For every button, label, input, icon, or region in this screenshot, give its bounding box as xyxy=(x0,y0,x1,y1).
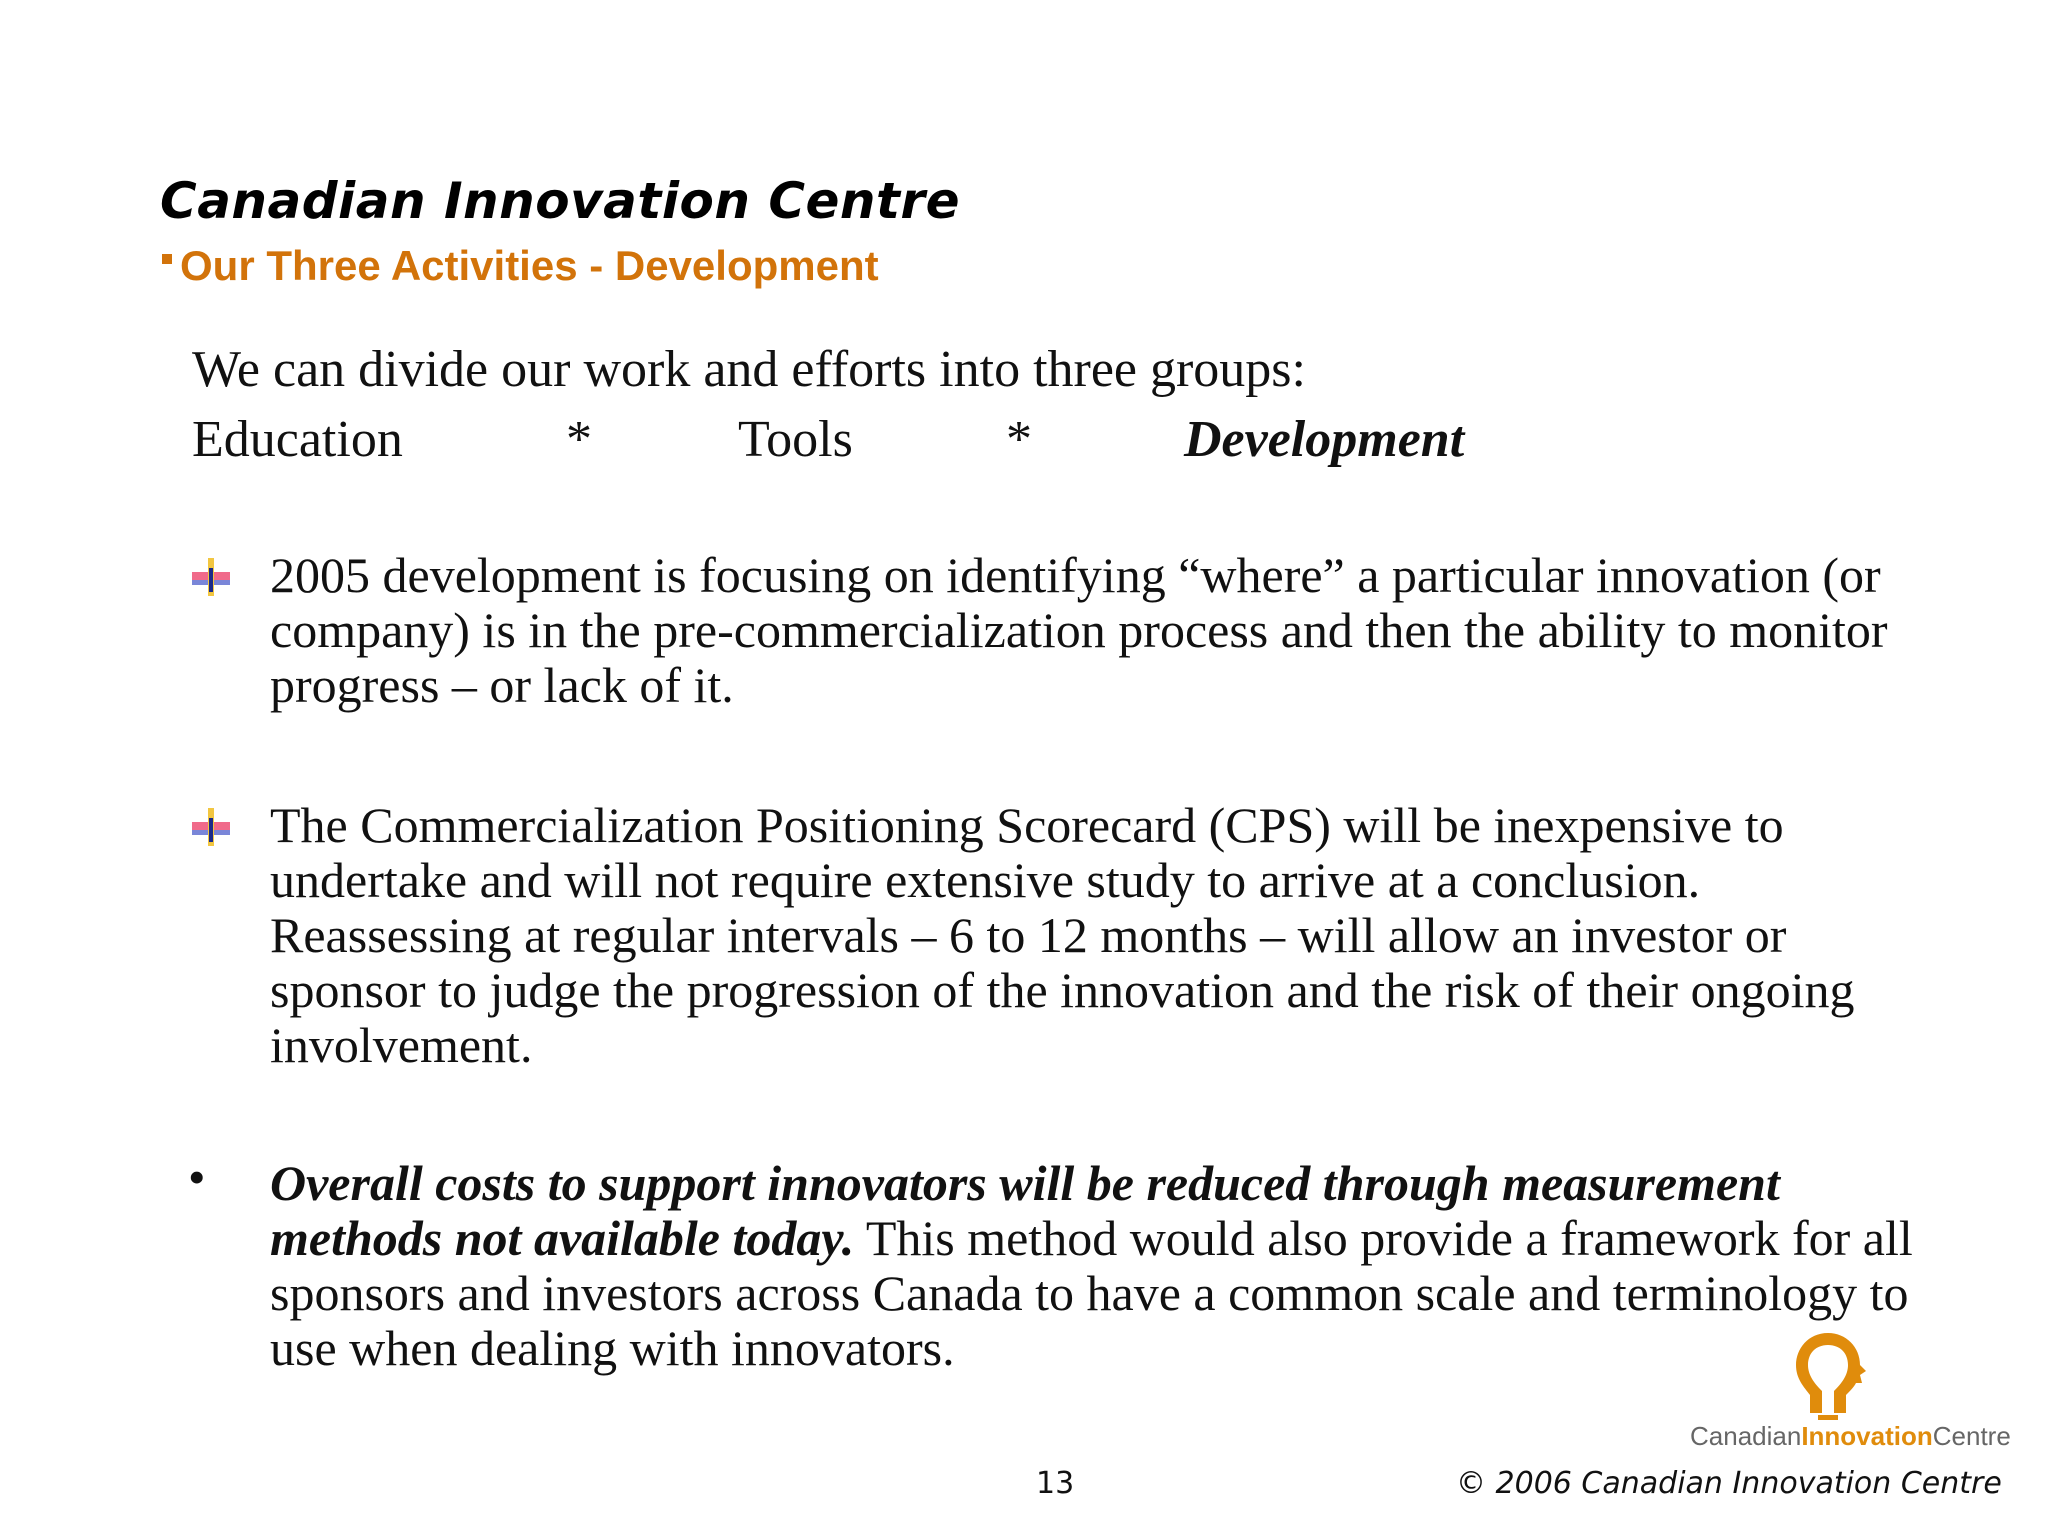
logo xyxy=(1690,1325,2011,1455)
group-tools: Tools xyxy=(738,411,853,468)
group-development: Development xyxy=(1184,411,1465,468)
slide-subtitle xyxy=(162,242,879,290)
group-separator: * xyxy=(566,411,592,468)
cross-bullet-icon xyxy=(190,806,232,848)
bullet-item: 2005 development is focusing on identifying “where” a particular innovation (or company) is in the pre-commercialization process and then the ability to monitor progress – or lack of it. xyxy=(270,547,1888,713)
group-separator: * xyxy=(1006,411,1032,468)
square-bullet-icon xyxy=(162,254,172,264)
bullet-item: The Commercialization Positioning Scorecard (CPS) will be inexpensive to undertake and will not require extensive study to arrive at a conclusion. Reassessing at regular intervals – 6 to 12 months – will allow an investor or sponsor to judge the progression of the innovation and the risk of their ongoing involvement. xyxy=(270,797,1855,1073)
bullet-emphasis: Overall costs to support innovators will be reduced through measurement methods not available today. xyxy=(270,1155,1780,1266)
slide-title: Canadian Innovation Centre xyxy=(160,172,960,230)
group-education: Education xyxy=(192,411,403,468)
copyright: © 2006 Canadian Innovation Centre xyxy=(1456,1466,2002,1501)
logo-text: CanadianInnovationCentre xyxy=(1690,1421,2011,1451)
cross-bullet-icon xyxy=(190,556,232,598)
intro-line: We can divide our work and efforts into three groups: xyxy=(192,341,1306,398)
bullet-item xyxy=(270,1156,1930,1376)
page-number: 13 xyxy=(1036,1466,1075,1501)
subtitle-text: Our Three Activities - Development xyxy=(180,242,879,289)
dot-bullet-icon: • xyxy=(188,1149,206,1205)
bullet-text: This method would also provide a framework for all sponsors and investors across Canada to have a common scale and terminology to use when dealing with innovators. xyxy=(270,1210,1913,1376)
lightbulb-head-icon xyxy=(1788,1325,1884,1421)
